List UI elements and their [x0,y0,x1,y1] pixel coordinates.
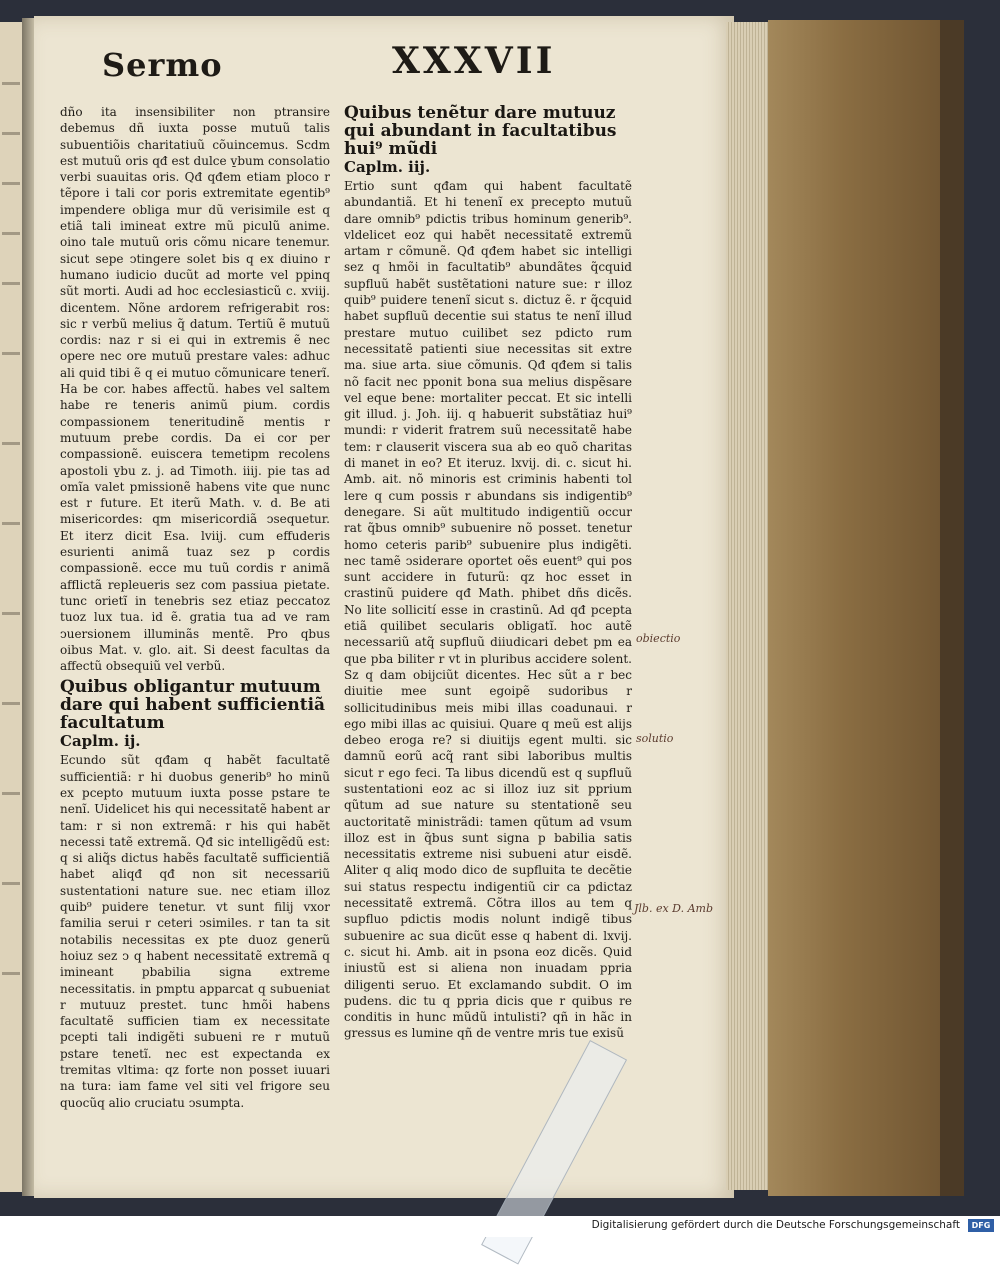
left-page-edge [0,22,24,1192]
chapter-heading-text: Quibus obligantur mutuum dare qui habent sufficientiã facultatum [60,677,326,734]
paragraph: dño ita insensibiliter non ptransire debemus dñ iuxta posse mutuũ talis subuentiõis charitatiuũ cõuincemus. Scdm est mutuũ oris qđ est dulce v̱bum consolatio verbi suauitas oris. Qđ qđem etiam ploco r tẽpore i tali cor poris extremitate egentib⁹ impendere obliga mur dũ verisimile est q etiã tali imineat extre mũ piculũ anime. oino tale mutuũ oris cõmu nicare tenemur. sicut sepe ↄtingere solet bis q ex diuino r humano iudicio ducũt ad morte vel ppinq sũt morti. Audi ad hoc ecclesiasticũ c. xviij. dicentem. Nõne ardorem refrigerabit ros: sic r verbũ melius q̃ datum. Tertiũ ẽ mutuũ cordis: naz r si ei qui in extremis ẽ nec opere nec ore mutuũ prestare vales: adhuc ali quid tibi ẽ q ei mutuo cõmunicare tenerĩ. Ha be cor. habes affectũ. habes vel saltem habe re teneris animũ pium. cordis compassionem teneritudinẽ mentis r mutuum prebe cordis. Da ei cor per compassionẽ. euiscera temetipm recolens apostoli v̱bu z. j. ad Timoth. iiij. pie tas ad omĩa valet pmissionẽ habens vite que nunc est r future. Et iterũ Math. v. d. Be ati misericordes: qm misericordiã ↄsequetur. Et iterz dicit Esa. lviij. cum effuderis esurienti animã tuaz sez p cordis compassionẽ. ecce mu tuũ cordis r animã afflictã repleueris sez com passiua pietate. tunc orietĩ in tenebris sez etiaz peccatoz tuoz lux tua. id ẽ. gratia tua ad ve ram ↄuersionem illuminãs mentẽ. Pro qbus oibus Mat. v. glo. ait. Si deest facultas da affectũ obsequiũ vel verbũ. [60,105,330,674]
running-header-right: XXXVII [392,40,556,82]
funding-credit: Digitalisierung gefördert durch die Deutsche Forschungsgemeinschaft [591,1219,960,1231]
margin-note: obiectio [636,632,681,645]
paragraph: Ecundo sũt qđam q habẽt facultatẽ sufficientiã: r hi duobus generib⁹ ho minũ ex pcepto mutuum iuxta posse pstare te nenĩ. Uidelicet his qui necessitatẽ habent ar tam: r si non extremã: r his qui habẽt necessi tatẽ extremã. Qđ sic intelligẽdũ est: q si aliq̃s dictus habẽs facultatẽ sufficientiã habet aliqđ qđ non sit necessariũ sustentationi nature sue. nec etiam illoz quib⁹ puidere tenetur. vt sunt filij vxor familia serui r ceteri ↄsimiles. r tan ta sit notabilis necessitas ex pte duoz generũ hoiuz sez ↄ q habent necessitatẽ extremã q imineant pbabilia signa extreme necessitatis. in pmptu apparcat q subueniat r mutuuz prestet. tunc hmõi habens facultatẽ sufficien tiam ex necessitate pcepti tali indigẽti subueni re r mutuũ pstare tenetĩ. nec est expectanda ex tremitas vltima: qz forte non posset iuuari na tura: iam fame vel siti vel frigore seu quocũq alio cruciatu ↄsumpta. [60,753,330,1110]
running-header-left: Sermo [102,46,223,84]
chapter-number: Caplm. iij. [344,158,431,176]
paragraph: Ertio sunt qđam qui habent facultatẽ abundantiã. Et hi tenenĩ ex precepto mutuũ dare omnib⁹ pdictis tribus hominum generib⁹. vldelicet eoz qui habẽt necessitatẽ extremũ artam r cõmunẽ. Qđ qđem habet sic intelligi sez q hmõi in facultatib⁹ abundãtes q̃cquid supfluũ habẽt sustẽtationi nature sue: r illoz quib⁹ puidere tenenĩ sicut s. dictuz ẽ. r q̃cquid habet supfluũ decentie sui status te nenĩ illud prestare mutuo cuilibet sez pdicto rum necessitatẽ patienti siue necessitas sit extre ma. siue arta. siue cõmunis. Qđ qđem si talis nõ facit nec pponit bona sua melius dispẽsare vel eque bene: mortaliter peccat. Et sic intelli git illud. j. Joh. iij. q habuerit substãtiaz hui⁹ mundi: r viderit fratrem suũ necessitatẽ habe tem: r clauserit viscera sua ab eo quõ charitas di manet in eo? Et iteruz. lxvij. di. c. sicut hi. Amb. ait. nõ minoris est criminis habenti tol lere q cum possis r abundans sis indigentib⁹ denegare. Si aũt multitudo indigentiũ occur rat q̃bus omnib⁹ subuenire nõ posset. tenetur homo ceteris parib⁹ subuenire plus indigẽti. nec tamẽ ↄsiderare oportet oẽs euent⁹ qui pos sunt accidere in futurũ: qz hoc esset in crastinũ puidere qđ Math. phibet dñs dicẽs. No lite sollicití esse in crastinũ. Ad qđ pcepta etiã quilibet secularis obligatĩ. hoc autẽ necessariũ atq̃ supfluũ diiudicari debet pm ea que pba biliter r vt in pluribus accidere solent. Sz q dam obijciũt dicentes. Hec sũt a r bec diuitie mee sunt egoipẽ sudoribus r sollicitudinibus meis mibi illas coadunaui. r ego mibi illas ac quisiui. Quare q meũ est alijs debeo eroga re? si diuitijs egent multi. sic damnũ eorũ acq̃ rant sibi laboribus multis sicut r ego feci. Ta libus dicendũ est q supfluũ sustentationi eoz ac si illoz iuz sit pprium qũtum ad sue nature su stentationẽ seu auctoritatẽ ministrãdi: tamen qũtum ad vsum illoz est in q̃bus sunt signa p babilia satis necessitatis extreme nisi subueni atur eisdẽ. Aliter q aliq modo dico de supfluita te decẽtie sui status respectu indigentiũ cir ca pdictaz necessitatẽ extremã. Cõtra illos au tem q supfluo pdictis modis nolunt indigẽ tibus subuenire ac sua dicũt esse q habent di. lxvij. c. sicut hi. Amb. ait in psona eoz dicẽs. Quid iniustũ est si aliena non inuadam ppria diligenti seruo. Et exclamando subdit. O im pudens. dic tu q ppria dicis que r quibus re conditis in hunc mũdũ intulisti? qñ in hãc in gressus es lumine qñ de ventre mris tue exisũ [344,179,632,1041]
dfg-logo: DFG [968,1219,994,1232]
footer-bar [0,1216,1000,1237]
page-stack-edge [726,22,770,1190]
text-column-right [344,100,632,1041]
chapter-heading-text: Quibus tenẽtur dare mutuuz qui abundant in facultatibus hui⁹ mũdi [344,103,617,159]
chapter-heading [60,678,330,750]
chapter-number: Caplm. ij. [60,732,141,751]
chapter-heading [344,104,632,176]
text-column-left [60,104,330,1110]
cover-edge [940,20,964,1196]
margin-note: Jlb. ex D. Amb [634,902,714,915]
book-binding [768,20,958,1196]
margin-note: solutio [636,732,674,745]
